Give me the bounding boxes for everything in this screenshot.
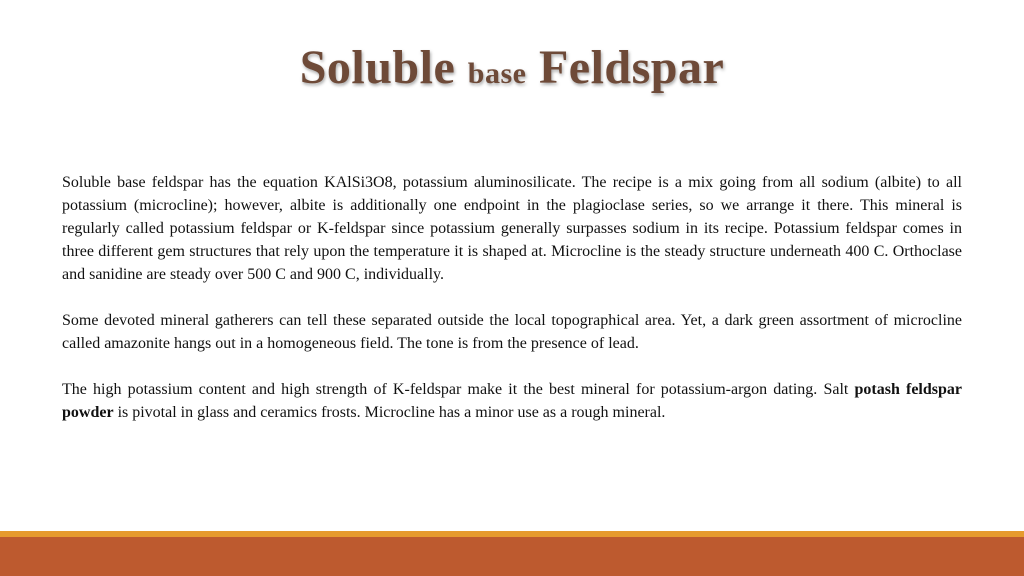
slide-title <box>0 36 1024 106</box>
title-word-3: Feldspar <box>538 41 725 94</box>
footer-bar <box>0 537 1024 576</box>
title-word-2: base <box>467 57 527 90</box>
title-word-1: Soluble <box>299 41 456 94</box>
paragraph-2: Some devoted mineral gatherers can tell these separated outside the local topographical area. Yet, a dark green assortment of microcline called amazonite hangs out in a homogeneous field. The tone is from the presence of lead. <box>62 312 962 352</box>
paragraph-3-start: The high potassium content and high strength of K-feldspar make it the best mineral for potassium-argon dating. Salt <box>62 381 855 398</box>
slide-body <box>62 171 962 447</box>
paragraph-3-end: is pivotal in glass and ceramics frosts. Microcline has a minor use as a rough mineral. <box>113 404 666 421</box>
paragraph-3 <box>62 378 962 424</box>
keyword-link: potash feldspar powder <box>62 381 963 421</box>
paragraph-1: Soluble base feldspar has the equation KAlSi3O8, potassium aluminosilicate. The recipe is a mix going from all sodium (albite) to all potassium (microcline); however, albite is additionally one endpoint in the plagioclase series, so we arrange it there. This mineral is regularly called potassium feldspar or K-feldspar since potassium generally surpasses sodium in its recipe. Potassium feldspar comes in three different gem structures that rely upon the temperature it is shaped at. Microcline is the steady structure underneath 400 C. Orthoclase and sanidine are steady over 500 C and 900 C, individually. <box>62 174 962 283</box>
